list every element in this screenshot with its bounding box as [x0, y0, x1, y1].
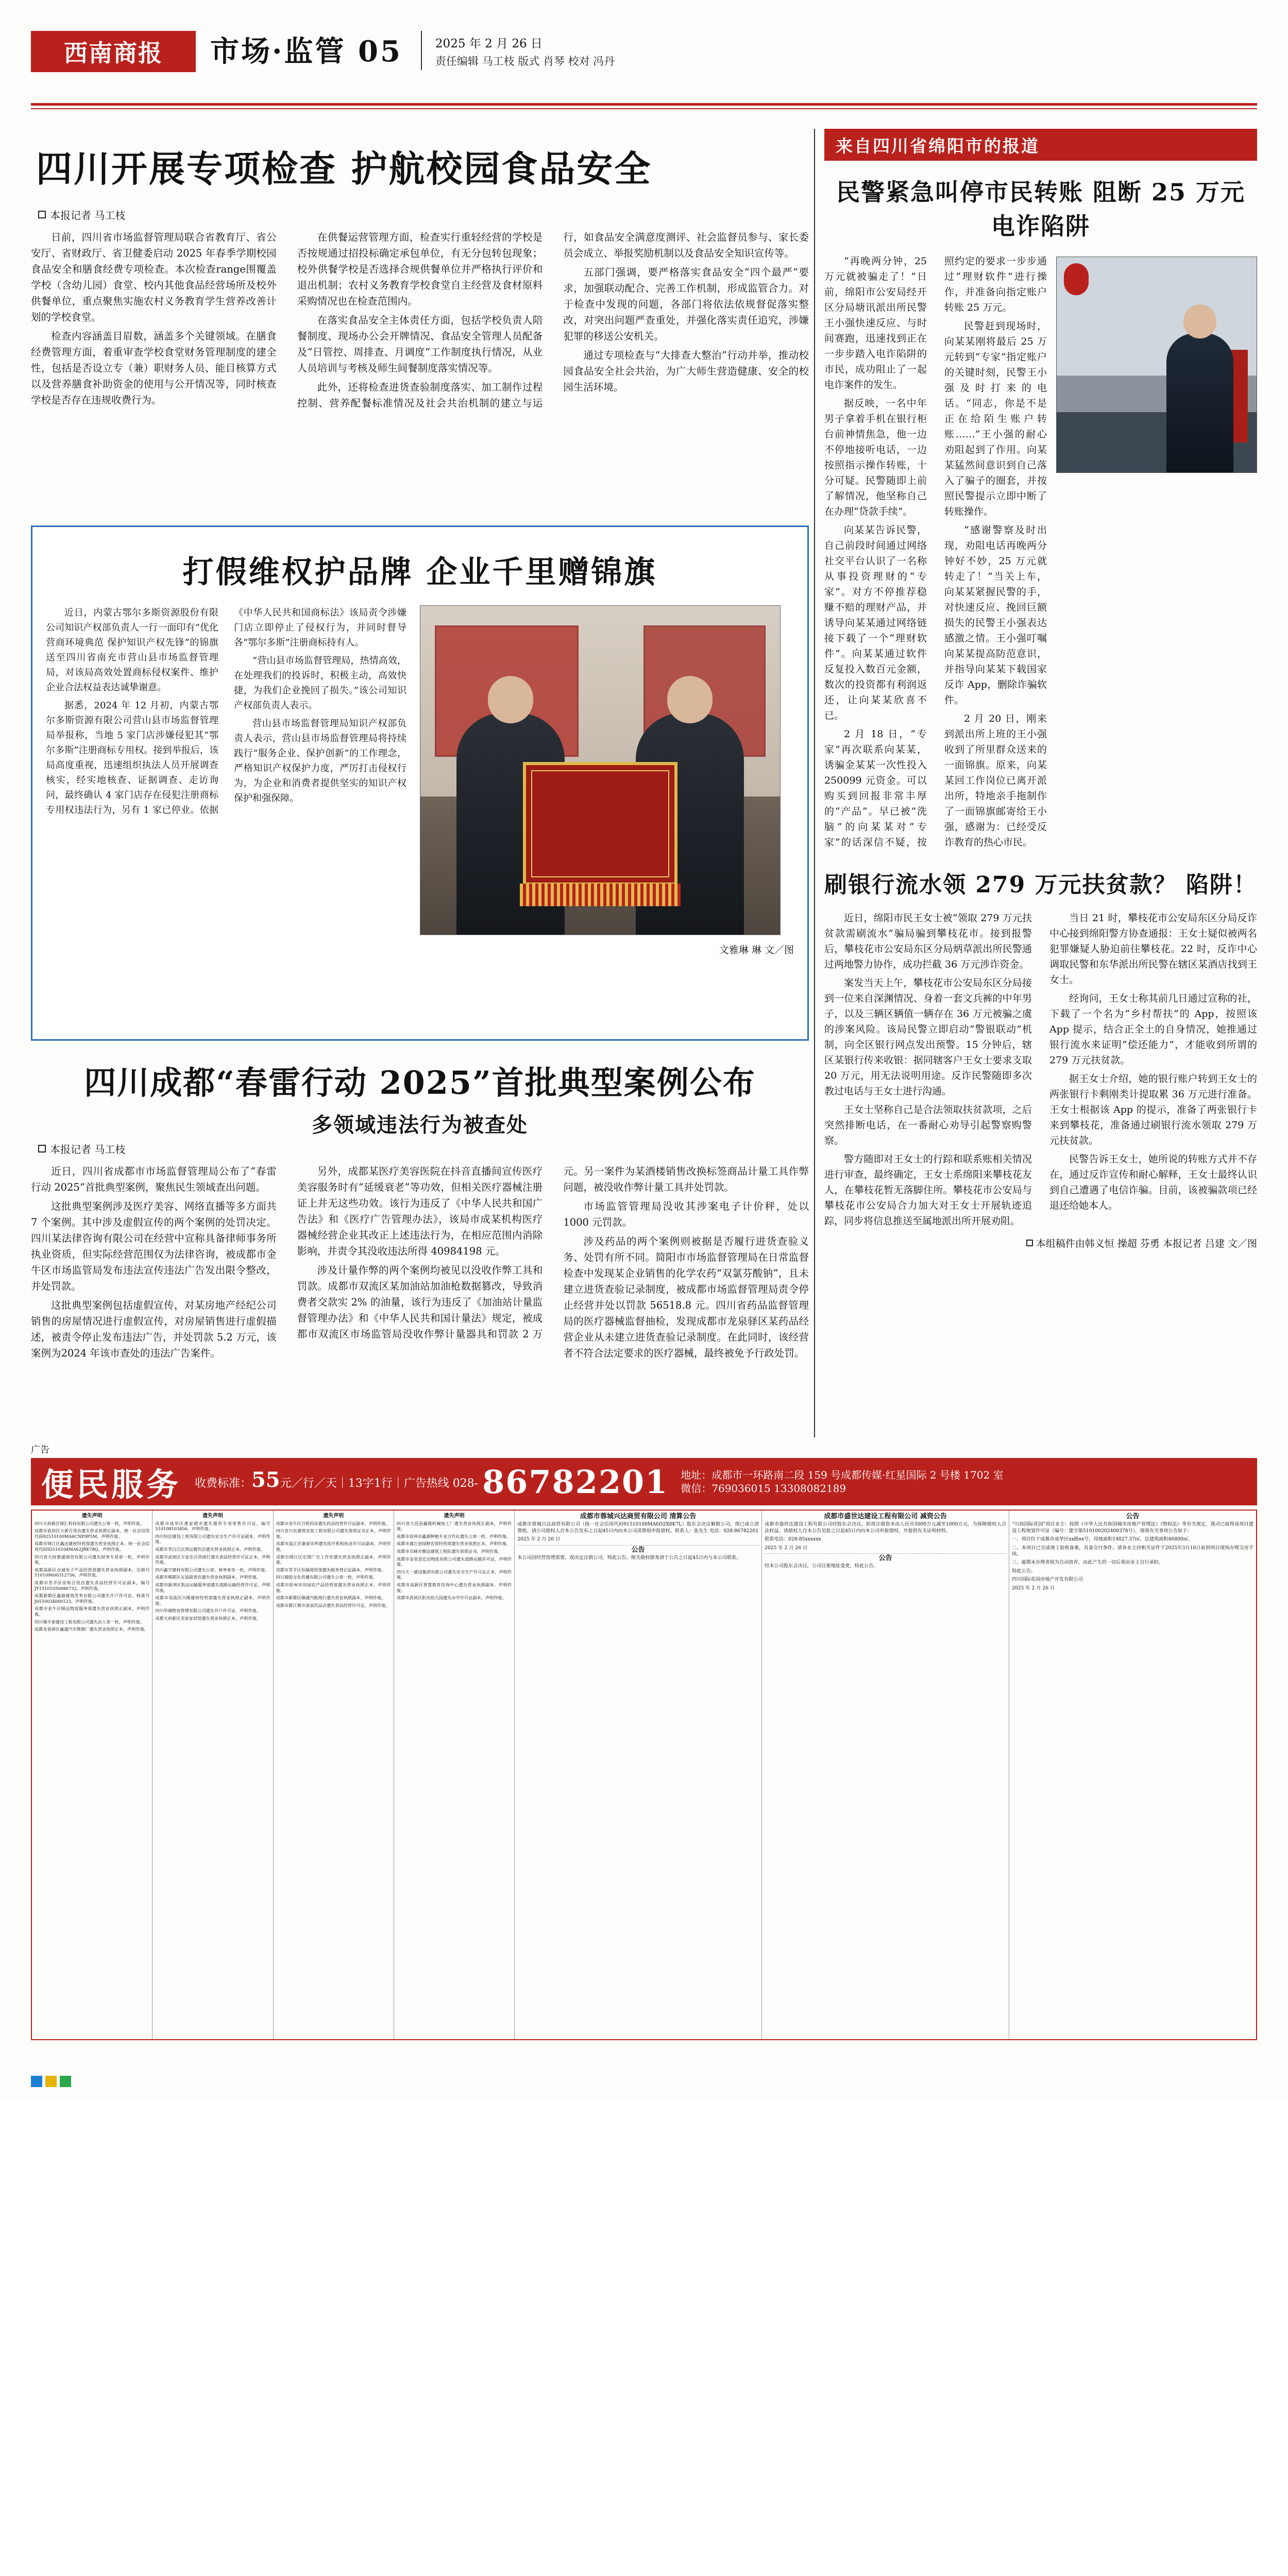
- ad-entry: 2025 年 2 月 26 日: [1012, 1585, 1055, 1591]
- editorial-credits: 责任编辑 马工枝 版式 肖琴 校对 冯丹: [435, 55, 615, 67]
- newspaper-logo: 西南商报: [31, 31, 196, 72]
- ad-column-title: 成都市蓉城兴达商贸有限公司 清算公告: [580, 1513, 697, 1520]
- ad-separator: [517, 1545, 759, 1546]
- right-story-1-paragraph: 2 月 18 日，“专家”再次联系向某某，诱骗金某某一次性投入 250099 元资金。可以购买到回报非常丰厚的“产品”。早已被“洗脑”的向某某对“专家”的话深信不疑，按照约定的要求一步步通过“理财软件”进行操作，并准备向指定账户转账 25 万元。: [824, 256, 1047, 848]
- feature-headline: 打假维权护品牌 企业千里赠锦旗: [182, 554, 657, 590]
- lead-paragraph: 检查内容涵盖目眉数，涵盖多个关键领域。在膳食经费管理方面，着重审查学校食堂财务管理制度的建全性，包括是否设立专（兼）职财务人员、能目核算方式以及营养膳食补助资金的使用与公开情况等，同时核查学校是否存在违规收费行为。: [31, 330, 277, 406]
- byline-square-icon-2: [38, 1145, 46, 1153]
- right-story-1-body: [824, 253, 1047, 852]
- right-story-1-paragraph: 民警赶到现场时，向某某刚将最后 25 万元转到“专家”指定账户的关键时刻，民警王小强及时打来的电话。“同志，你是不是正在给陌生账户转账……”王小强的耐心劝阻起到了作用。向某某猛然间意识到自己落入了骗子的圈套，并按照民警提示立即中断了转账操作。: [944, 320, 1047, 517]
- ad-entry: 成都市武侯区万家乐百货商行遗失食品经营许可证正本，声明作废。: [155, 1554, 270, 1565]
- region-banner: 来自四川省绵阳市的报道: [824, 129, 1257, 161]
- ad-column: [274, 1511, 394, 2039]
- lead-body: [31, 229, 809, 411]
- ad-address-text: 地址：成都市一环路南二段 159 号成都传媒·红星国际 2 号楼 1702 室: [681, 1469, 1004, 1481]
- feature-paragraph: 营山县市场监督管理局知识产权部负责人表示，营山县市场监督管理局将持续践行“服务企业、保护创新”的工作理念，严格知识产权保护力度，严厉打击侵权行为，为企业和消费者提供坚实的知识产权保护和强保障。: [234, 718, 406, 804]
- ad-entry: 二、本项目已完成竣工验收备案，具备交付条件。请各业主持相关证件于2025年3月10日前到项目现场办理交房手续。: [1012, 1545, 1253, 1557]
- article-3-paragraph: 市场监管管理局没收其涉案电子计价秤，处以 1000 元罚款。: [563, 1200, 809, 1228]
- banner-flag-prop: [523, 762, 677, 886]
- ad-entry: 四川恒信建设工程有限公司遗失安全生产许可证副本，声明作废。: [155, 1533, 270, 1545]
- ad-entry: 四川省大邑县鑫隆机械加工厂遗失营业执照正副本，声明作废。: [396, 1520, 512, 1532]
- lead-paragraph: 在落实食品安全主体责任方面，包括学校负责人陪餐制度、现场办公会开牌情况、食品安全管理人员配备及“日管控、周排查、月调度”工作制度执行情况，从业人员培训与考核及师生间餐制度落实情况等。: [297, 314, 543, 374]
- ad-wechat-1: 769036015: [711, 1482, 771, 1495]
- feature-body: [46, 605, 406, 935]
- feature-credit: 文雅琳 琳 文／图: [719, 944, 794, 956]
- ad-entry: 成都市锦江区鑫达建材经营部遗失营业执照正本，统一社会信用代码92510104MA62JRK78Q，声明作废。: [35, 1541, 150, 1552]
- ad-entry: 成都市高新区智慧教育咨询中心遗失营业执照副本，声明作废。: [396, 1582, 512, 1593]
- right-story-2-paragraph: 案发当天上午，攀枝花市公安局东区分局接到一位来自深渊情况、身着一套文兵裤的中年男子，以及三辆区辆值一辆存在 36 万元被骗之虞的涉案风险。该局民警立即启动“警银联动”机制，向全区银行网点发出预警。15 分钟后，辖区某银行传来收银：据同辖客户王女士要求支取 20 万元，用无法说明用途。反诈民警随即多次教过电话与王女士进行沟通。: [824, 977, 1032, 1097]
- article-3-headline: 四川成都“春雷行动 2025”首批典型案例公布: [84, 1064, 756, 1101]
- ad-entry: 2025 年 2 月 26 日: [765, 1545, 808, 1551]
- ad-entry: 成都市新都区顺通汽配商行遗失营业执照副本，声明作废。: [276, 1595, 386, 1601]
- right-story-2-paragraph: 近日，绵阳市民王女士被“领取 279 万元扶贫款需刷流水”骗局骗到攀枝花市。接到报警后，攀枝花市公安局东区分局炳草派出所民警通过两地警力协作，成功拦截 36 万元涉诈资金。: [824, 912, 1032, 970]
- ad-column-title-2: 公告: [878, 1554, 892, 1563]
- ad-entry: 成都天府新区美家家居馆遗失营业执照正本，声明作废。: [155, 1615, 261, 1621]
- ad-column: [762, 1511, 1009, 2039]
- ad-column-title: 遗失声明: [202, 1513, 223, 1519]
- ad-column-title: 成都市盛世达建设工程有限公司 减资公告: [824, 1513, 947, 1520]
- right-story-1-paragraph: 向某某告诉民警，自己前段时间通过网络社交平台认识了一名称从事投资理财的“专家”。对方不停推荐稳赚不赔的理财产品，并诱导向某某通过网络链接下载了一个“理财软件”。向某某通过软件反复投入数百元金额，数次的投资都有利润返还，让向某某欣喜不已。: [824, 524, 927, 721]
- right-story-2-paragraph: 警方随即对王女士的行踪和联系账相关情况进行审查，最终确定，王女士系绵阳来攀枝花友人，在攀枝花暂无落脚住所。攀枝花市公安局与攀枝花市公安局合力加大对王女士开展轨迹追踪，同步将信息推送至属地派出所开展劝阻。: [824, 1154, 1032, 1227]
- feature-paragraph: “营山县市场监督管理局，热情高效，在处理我们的投诉时，积极主动，高效快捷，为我们企业挽回了损失。”该公司知识产权部负责人表示。: [234, 655, 406, 711]
- lead-paragraph: 五部门强调，要严格落实食品安全“四个最严”要求，加强联动配合、完善工作机制，形成监管合力。对于检查中发现的问题，各部门将依法依规督促落实整改，对突出问题严查重处，并强化落实责任追究，涉嫌犯罪的移送公安机关。: [563, 266, 809, 342]
- ad-rate-label: 收费标准：: [195, 1477, 252, 1490]
- right-story-2-paragraph: 民警告诉王女士，她所说的转账方式并不存在，通过反诈宣传和耐心解释，王女士最终认识到自己遭遇了电信诈骗。目前，该被骗款项已经退还给她本人。: [1049, 1154, 1257, 1211]
- ad-entry: 成都市郫都区友谊副食店遗失营业执照副本，声明作废。: [155, 1574, 261, 1580]
- ad-entry: 成都市盛世达建设工程有限公司经股东会决议，拟将注册资本由人民币5000万元减至1000万元。为保障债权人合法权益，请债权人自本公告见报之日起45日内向本公司申报债权，并提供有关证明材料。: [765, 1521, 1007, 1534]
- right-story-2-credit: [824, 1236, 1257, 1250]
- ad-entry: 成都市青羊区恒瑞商贸部遗失税务登记证副本，声明作废。: [276, 1567, 386, 1572]
- ad-entry: 成都市金堂县宏达物流有限公司遗失道路运输许可证，声明作废。: [396, 1556, 512, 1567]
- ad-wechat-2: 13308082189: [774, 1482, 846, 1495]
- ad-column: [152, 1511, 273, 2039]
- masthead-rule: [31, 103, 1257, 106]
- ad-entry: “川间国际花园”项目业主：按照《中华人民共和国城市房地产管理法》《物权法》等有关规定，我司已取得该项目建设工程规划许可证（编号：建字第510100202400378号），现将有关事项公告如下：: [1012, 1521, 1253, 1534]
- ad-rate: [181, 1467, 479, 1492]
- ad-column-title: 遗失声明: [323, 1513, 344, 1519]
- right-story-2-credit-text: 本组稿件由韩义恒 操超 芬勇 本报记者 吕建 文／图: [1036, 1238, 1257, 1249]
- ad-entry: 经本公司股东会决议，公司注册地址变更，特此公告。: [765, 1563, 878, 1569]
- right-story-1-paragraph: “感谢警察及时出现，劝阻电话再晚两分钟好不妙，25 万元就转走了！”当关上车，向某某紧握民警的手，对快速反应、挽回巨额损失的民警王小强表达感激之情。王小强叮嘱向某某提高防范意识，并指导向某某下载国家反诈 App，删除诈骗软件。: [944, 524, 1047, 706]
- ad-entry: 成都市蒲江县绿野农资经营部遗失营业执照正本，声明作废。: [396, 1541, 511, 1547]
- ad-entry: 联系电话：028-85xxxxxx: [765, 1536, 821, 1543]
- ad-column-title: 遗失声明: [81, 1513, 103, 1519]
- ad-entry: 本公司因经营管理需要，现决定注销公司，特此公告。相关债权债务请于公告之日起45日内与本公司联系。: [517, 1555, 741, 1561]
- article-3-body: [31, 1163, 809, 1361]
- ad-entry: 成都新都区鑫源建筑劳务有限公司遗失开户许可证，核准号J6510034000123，声明作废。: [35, 1593, 150, 1604]
- ad-entry: 成都市青白江区鸿运餐饮店遗失营业执照正本，声明作废。: [155, 1546, 265, 1552]
- ad-column: [515, 1511, 762, 2039]
- article-3-byline-text: 本报记者 马工枝: [50, 1143, 126, 1156]
- ad-entry: 成都市蓉城兴达商贸有限公司（统一社会信用代码91510100MA6D2X8K7L）股东会决议解散公司，现已成立清算组。请公司债权人自本公告发布之日起45日内向本公司清算组申报债权。联系人：张先生 电话：028-86782201: [517, 1521, 759, 1534]
- ad-entry: 成都市青羊区佳和百货店遗失食品经营许可证副本，编号JY15101050086732，声明作废。: [35, 1580, 150, 1591]
- article-3-paragraph: 另外，成都某医疗美容医院在抖音直播间宣传医疗美容服务时有“延缓衰老”等功效，但相关医疗器械注册证上并无这些功效。该行为违反了《中华人民共和国广告法》和《医疗广告管理办法》，该局市成某机构医疗器械经营企业其改正上述违法行为，在相应范围内消除影响，并责令其没收违法所得 40984198 元。: [297, 1165, 543, 1257]
- ad-entry: 成都高新区众诚电子产品经营部遗失营业执照副本，注册号510109600312756，声明作废。: [35, 1567, 150, 1578]
- ad-entry: 特此公告。: [1012, 1568, 1036, 1574]
- section-title: 市场·监管 05: [210, 35, 402, 69]
- ad-entry: 2025 年 2 月 26 日: [517, 1536, 561, 1543]
- ad-entry: 成都市彭州市田园农产品经营部遗失营业执照正本，声明作废。: [276, 1582, 391, 1593]
- lead-paragraph: 日前，四川省市场监督管理局联合省教育厅、省公安厅、省财政厅、省卫健委启动 2025 年春季学期校园食品安全和膳食经费专项检查。本次检查range围覆盖学校（含幼儿园）食堂、校内其他食品经营场所及校外供餐单位，重点聚焦实施农村义务教育学生营养改善计划的学校食堂。: [31, 231, 277, 323]
- ad-entry: 成都市双流区兴隆建材经营部遗失营业执照正副本，声明作废。: [155, 1595, 270, 1606]
- right-story-2-headline: 刷银行流水领 279 万元扶贫款？ 陷阱！: [824, 872, 1257, 898]
- ad-entry: 成都市崇州市鑫源种植专业合作社遗失公章一枚，声明作废。: [396, 1533, 511, 1539]
- ad-column: [394, 1511, 515, 2039]
- registration-color-marks: [31, 2076, 71, 2087]
- article-3-subhead: 多领域违法行为被查处: [312, 1113, 528, 1137]
- article-3-paragraph: 近日，四川省成都市市场监督管理局公布了“春雷行动 2025”首批典型案例，聚焦民生领域查出问题。: [31, 1165, 277, 1193]
- ad-entry: 四川鑫宇建材有限公司遗失公章、财务章各一枚，声明作废。: [155, 1567, 269, 1572]
- column-divider: [814, 129, 815, 1437]
- ad-rate-value: 55: [251, 1467, 280, 1492]
- ad-entry: 成都市武侯区万新百货店遗失营业执照正副本，统一社会信用代码92510100MA6CNE9P5M，声明作废。: [35, 1528, 150, 1539]
- ad-entry: 成都市温江区康泰诊所遗失医疗机构执业许可证副本，声明作废。: [276, 1541, 391, 1552]
- article-3-paragraph: 这批典型案例包括虚假宣传，对某房地产经纪公司销售的房屋情况进行虚假宣传，对房屋销售进行虚假描述，被责令停止发布违法广告，并处罚款 5.2 万元，该案例为2024 年该市查处的违法广告案件。: [31, 1299, 277, 1359]
- right-story-2-paragraph: 当日 21 时，攀枝花市公安局东区分局反诈中心接到绵阳警方协查通报：王女士疑似被两名犯罪嫌疑人胁迫前往攀枝花。22 时，反诈中心调取民警和东华派出所民警在辖区某酒店找到王女士。: [1049, 912, 1257, 986]
- ad-label: 广告: [31, 1445, 49, 1455]
- ad-entry: 四川省天府惠通商贸有限公司遗失财务专用章一枚，声明作废。: [35, 1554, 150, 1565]
- ad-column-title-2: 公告: [631, 1546, 645, 1554]
- article-3-byline: [38, 1141, 809, 1156]
- lead-byline: [38, 207, 809, 222]
- ad-entry: 成都市锦江区宏图广告工作室遗失营业执照正副本，声明作废。: [276, 1554, 391, 1565]
- ad-column-title: 公告: [1126, 1513, 1140, 1520]
- ad-column-title: 遗失声明: [444, 1513, 465, 1519]
- ad-entry: 成都市新津区凯达运输服务部遗失道路运输经营许可证，声明作废。: [155, 1582, 270, 1593]
- article-3: [31, 1061, 809, 1361]
- article-3-paragraph: 涉及药品的两个案例则被据是否履行进货查验义务、处罚有所不同。简阳市市场监督管理局在日常监督检查中发现某企业销售的化学农药“双氯芬酸钠”，且未建立进货查验记录制度，被成都市场监督管理局责令停止经营并处以罚款 56518.8 元。四川省药品监督管理局的医疗器械监督抽检，发现成都市龙泉驿区某药品经营企业从未建立进货查验记录制度。在此同时，该经营者不符合法定要求的医疗器械，最终被免予行政处罚。: [563, 1235, 809, 1359]
- ad-separator: [765, 1553, 1006, 1554]
- lead-paragraph: 通过专项检查与“大排查大整治”行动并举，推动校园食品安全社会共治，为广大师生营造健康、安全的校园生活环境。: [563, 349, 809, 393]
- ad-address: [668, 1468, 1003, 1495]
- ad-column: [32, 1511, 152, 2039]
- ad-entry: 成都市成华区惠家超市遗失烟草专卖零售许可证，编号510108103456，声明作废。: [155, 1520, 270, 1532]
- right-story-2-paragraph: 王女士坚称自己是合法领取扶贫款项，之后突然排断电话，在一番耐心劝导引起警察购警察。: [824, 1104, 1032, 1146]
- right-story-2-paragraph: 据王女士介绍，她的银行账户转到王女士的两张银行卡剩刚类计提取累 36 万元进行准备。王女士根据该 App 的提示，准备了两张银行卡来到攀枝花，准备通过刷银行流水领取 279 万元扶贫款。: [1049, 1073, 1257, 1146]
- ad-entry: 四川天一建设集团有限公司遗失安全生产许可证正本，声明作废。: [396, 1569, 512, 1580]
- police-photo: [1056, 257, 1257, 473]
- ad-entry: 四川华瑞物业管理有限公司遗失开户许可证，声明作废。: [155, 1608, 261, 1614]
- lead-article: [31, 129, 809, 411]
- right-story-1-paragraph: 2 月 20 日，刚来到派出所上班的王小强收到了所里群众送来的一面锦旗。原来，向某某回工作岗位已离开派出所，特地亲手拖制作了一面锦旗邮寄给王小强，感谢为：已经受反诈教育的热心市民。: [944, 713, 1047, 848]
- ad-entry: 成都龙泉驿区鑫盛汽车维修厂遗失营业执照正本，声明作废。: [35, 1626, 149, 1632]
- ad-rate-unit: 元／行／天｜13字1行｜广告热线 028-: [280, 1477, 479, 1490]
- ad-banner: [31, 1458, 1257, 1505]
- publication-date: 2025 年 2 月 26 日: [435, 37, 543, 50]
- credit-square-icon: [1026, 1240, 1033, 1246]
- right-story-1-headline: 民警紧急叫停市民转账 阻断 25 万元电诈陷阱: [836, 178, 1246, 240]
- ad-entry: 四川天府新区锦汇科技有限公司遗失公章一枚，声明作废。: [35, 1520, 144, 1526]
- right-column: [824, 129, 1257, 1250]
- lead-paragraph: 此外，还将检查进货查验制度落实、加工制作过程控制、营养配餐标准情况及社会共治机制的建立与运行，如食品安全满意度测评、社会监督员参与、家长委员会成立、举报奖励机制以及食品安全知识宣传等。: [297, 231, 809, 409]
- right-story-1-paragraph: 据反映，一名中年男子拿着手机在银行柜台前神情焦急，他一边不停地接听电话，一边按照指示操作转账，十分可疑。民警随即上前了解情况，他坚称自己在办理“贷款手续”。: [824, 398, 927, 517]
- ad-entry: 成都市邛崃市顺达建筑工程队遗失资质证书，声明作废。: [396, 1548, 502, 1554]
- article-3-paragraph: 涉及计量作弊的两个案例均被见以没收作弊工具和罚款。成都市双流区某加油站加油枪数据篡改，导致消费者交款实 2% 的油量，该行为违反了《加油站计量监督管理办法》和《中华人民共和国计量法》规定，被成都市双流区市场监管局没收作弊计量器具和罚款 2 万元。另一案件为某酒楼销售改换标签商品计量工具作弊问题，被没收作弊计量工具并处罚款。: [297, 1165, 809, 1340]
- feature-photo: [420, 605, 781, 935]
- ad-column: [1009, 1511, 1256, 2039]
- ad-entry: 四川蜀丰泰建设工程有限公司遗失法人章一枚，声明作废。: [35, 1619, 144, 1624]
- right-story-2-paragraph: 经询问，王女士称其前几日通过宣称的社，下载了一个名为“乡村帮扶”的 App，按照该 App 提示，结合正全土的自身情况，她推通过银行流水来证明“偿还能力”，才能收到所谓的 279 万元扶贫款。: [1049, 993, 1257, 1066]
- lead-byline-text: 本报记者 马工枝: [50, 209, 126, 222]
- lead-paragraph: 在供餐运营管理方面，检查实行重轻经营的学校是否按规通过招投标确定承包单位，有无分包转包现象；校外供餐学校是否选择合规供餐单位并严格执行评价和退出机制；农村义务教育学校食堂自主经营及食材原料采购情况也在检查范围内。: [297, 231, 543, 307]
- feature-paragraph: 据悉，2024 年 12 月初，内蒙古鄂尔多斯资源有限公司营山县市场监督管理局举报称，当地 5 家门店涉嫌侵犯其“鄂尔多斯”注册商标专用权。接到举报后，该局高度重视，迅速组织执法人员开展调查核实，经实地核查、证据调查、走访询问，最终确认 4 家门店存在侵犯注册商标专用权违法行为，另有 1 家已停业。依据《中华人民共和国商标法》该局责令涉嫌门店立即停止了侵权行为，并同时督导各“鄂尔多斯”注册商标持有人。: [46, 607, 406, 816]
- ad-entry: 四川蜀韵文化传播有限公司遗失公章一枚，声明作废。: [276, 1574, 378, 1580]
- ad-entry: 三、逾期未办理者视为自动放弃，由此产生的一切后果由业主自行承担。: [1012, 1560, 1164, 1566]
- masthead-rule-secondary: [31, 108, 1257, 109]
- lantern-icon: [1064, 263, 1089, 295]
- masthead-meta: [421, 31, 1257, 70]
- lead-headline: 四川开展专项检查 护航校园食品安全: [36, 147, 652, 190]
- feature-paragraph: 近日，内蒙古鄂尔多斯资源股份有限公司知识产权部负责人一行一面印有“优化营商环境典范 保护知识产权先锋”的锦旗送至四川省南充市营山县市场监督管理局，对该局高效处置商标侵权案件、维护企业合法权益表达诚挚谢意。: [46, 607, 218, 693]
- byline-square-icon: [38, 211, 46, 218]
- ad-entry: 四川国际花园房地产开发有限公司: [1012, 1577, 1083, 1583]
- ad-entry: 成都市都江堰市清泉饮品店遗失食品经营许可证，声明作废。: [276, 1602, 390, 1608]
- right-story-1-paragraph: “再晚两分钟，25 万元就被骗走了！”日前，绵阳市公安局经开区分局塘讯派出所民警王小强快速反应、与时间赛跑，迅速找到正在一步步踏入电诈陷阱的市民，成功阻止了一起电诈案件的发生。: [824, 256, 927, 391]
- masthead: [31, 31, 1257, 103]
- ad-wechat-label: 微信：: [681, 1482, 712, 1495]
- ad-banner-title: 便民服务: [41, 1465, 182, 1503]
- ad-wechat: [681, 1482, 1003, 1495]
- feature-article: [31, 526, 809, 1041]
- classified-ads-grid: [31, 1510, 1257, 2040]
- ad-entry: 一、项目位于成都市成华区xx路xx号，用地面积14027.37㎡，总建筑面积46800㎡。: [1012, 1536, 1193, 1543]
- ad-entry: 成都市金牛区顺达物流服务部遗失营业执照正副本，声明作废。: [35, 1606, 150, 1617]
- right-story-2-body: [824, 910, 1257, 1229]
- article-3-paragraph: 这批典型案例涉及医疗美容、网络直播等多方面共 7 个案例。其中涉及虚假宣传的两个案例的处罚决定。四川某法律咨询有限公司在经营中宣称具备律师事务所执业资质，但实际经营范围仅为法律咨询，被成都市金牛区市场监管局发布违法宣传违法广告发出限令整改，并处罚款。: [31, 1200, 277, 1292]
- ad-phone[interactable]: 86782201: [482, 1463, 669, 1501]
- ad-entry: 成都市金牛区百姓药房遗失药品经营许可证副本，声明作废。: [276, 1520, 390, 1526]
- ad-entry: 四川省川东建筑安装工程有限公司遗失资质证书正本，声明作废。: [276, 1528, 391, 1539]
- ad-entry: 成都市武侯区阳光幼儿园遗失办学许可证副本，声明作废。: [396, 1595, 506, 1601]
